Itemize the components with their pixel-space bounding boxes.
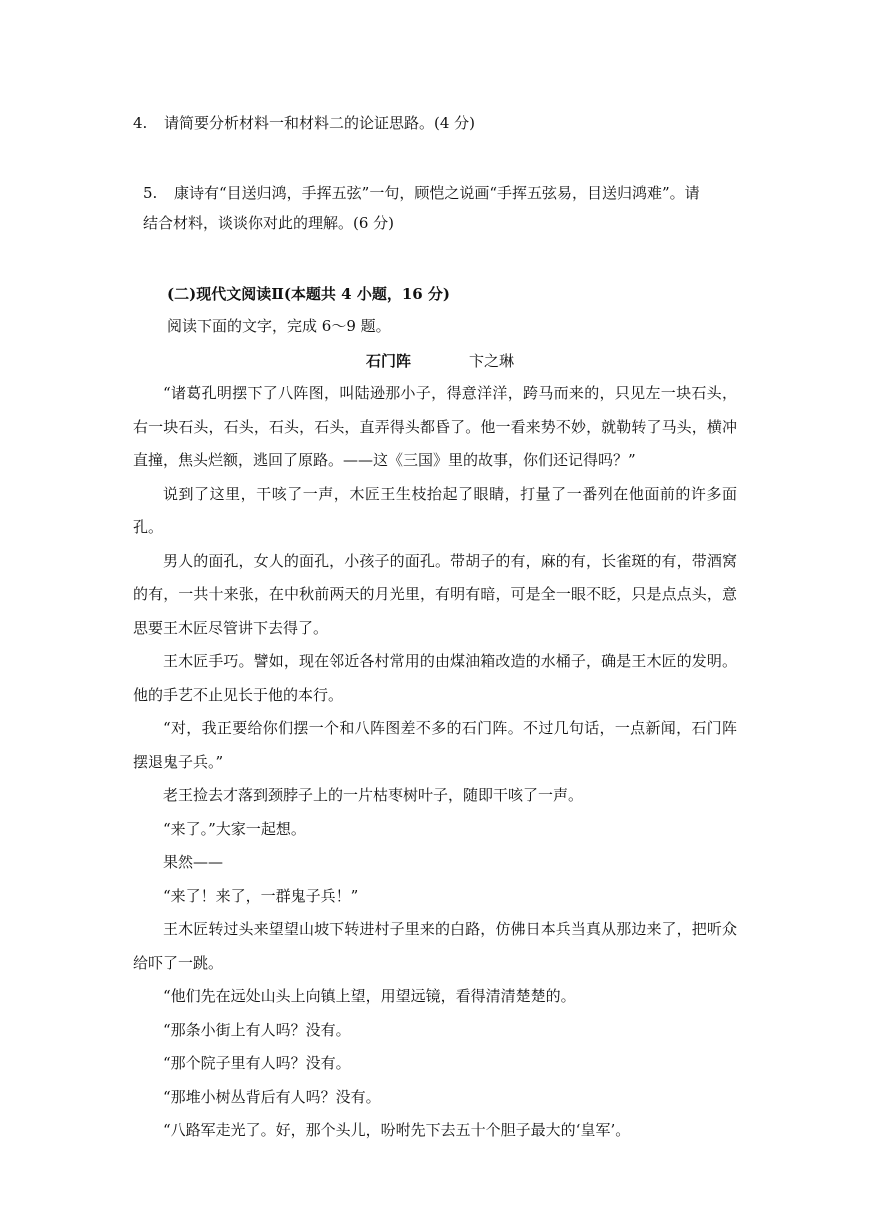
story-paragraph: 王木匠转过头来望望山坡下转进村子里来的白路，仿佛日本兵当真从那边来了，把听众给吓了一跳。 bbox=[133, 920, 737, 972]
story-paragraph: 说到了这里，干咳了一声，木匠王生枝抬起了眼睛，打量了一番列在他面前的许多面孔。 bbox=[133, 484, 737, 536]
story-paragraph: 老王捡去才落到颈脖子上的一片枯枣树叶子，随即干咳了一声。 bbox=[163, 786, 584, 804]
section-title: (二)现代文阅读Ⅱ(本题共 4 小题，16 分) bbox=[167, 285, 451, 303]
question-4-text: 请简要分析材料一和材料二的论证思路。(4 分) bbox=[164, 114, 476, 132]
story-paragraph: “诸葛孔明摆下了八阵图，叫陆逊那小子，得意洋洋，跨马而来的，只见左一块石头，右一块石头，石头，石头，石头，直弄得头都昏了。他一看来势不妙，就勒转了马头，横冲直撞，焦头烂额，逃回了原路。——这《三国》里的故事，你们还记得吗？” bbox=[133, 384, 737, 469]
story-paragraph: “那条小街上有人吗？没有。 bbox=[163, 1020, 351, 1039]
story-paragraph: “他们先在远处山头上向镇上望，用望远镜，看得清清楚楚的。 bbox=[163, 987, 576, 1005]
question-5-number: 5. bbox=[143, 184, 158, 202]
question-4 bbox=[133, 107, 475, 139]
story-author: 卞之琳 bbox=[469, 352, 515, 370]
question-5-text-line-1: 康诗有“目送归鸿，手挥五弦”一句，顾恺之说画“手挥五弦易，目送归鸿难”。请 bbox=[174, 184, 700, 202]
story-heading bbox=[366, 348, 514, 374]
story-paragraph: “对，我正要给你们摆一个和八阵图差不多的石门阵。不过几句话，一点新闻，石门阵摆退鬼子兵。” bbox=[133, 719, 737, 771]
story-paragraph: “来了。”大家一起想。 bbox=[163, 819, 306, 838]
story-paragraph: 王木匠手巧。譬如，现在邻近各村常用的由煤油箱改造的水桶子，确是王木匠的发明。他的手艺不止见长于他的本行。 bbox=[133, 652, 737, 704]
question-5-line-2 bbox=[143, 207, 394, 239]
story-title: 石门阵 bbox=[366, 352, 412, 370]
story-paragraph: “那个院子里有人吗？没有。 bbox=[163, 1054, 351, 1072]
story-paragraph: “八路军走光了。好，那个头儿，吩咐先下去五十个胆子最大的‘皇军’。 bbox=[163, 1121, 631, 1139]
story-paragraph: 男人的面孔，女人的面孔，小孩子的面孔。带胡子的有，麻的有，长雀斑的有，带酒窝的有，一共十来张，在中秋前两天的月光里，有明有暗，可是全一眼不眨，只是点点头，意思要王木匠尽管讲下去得了。 bbox=[133, 551, 737, 637]
story-paragraph: “那堆小树丛背后有人吗？没有。 bbox=[163, 1087, 381, 1106]
question-4-number: 4. bbox=[133, 114, 148, 132]
question-5-line-1 bbox=[143, 177, 700, 209]
story-paragraph: 果然—— bbox=[163, 853, 224, 871]
question-5-text-line-2: 结合材料，谈谈你对此的理解。(6 分) bbox=[143, 214, 395, 232]
story-paragraph: “来了！来了，一群鬼子兵！” bbox=[163, 886, 359, 905]
section-instruction: 阅读下面的文字，完成 6～9 题。 bbox=[167, 317, 391, 335]
story-body bbox=[133, 377, 737, 1148]
